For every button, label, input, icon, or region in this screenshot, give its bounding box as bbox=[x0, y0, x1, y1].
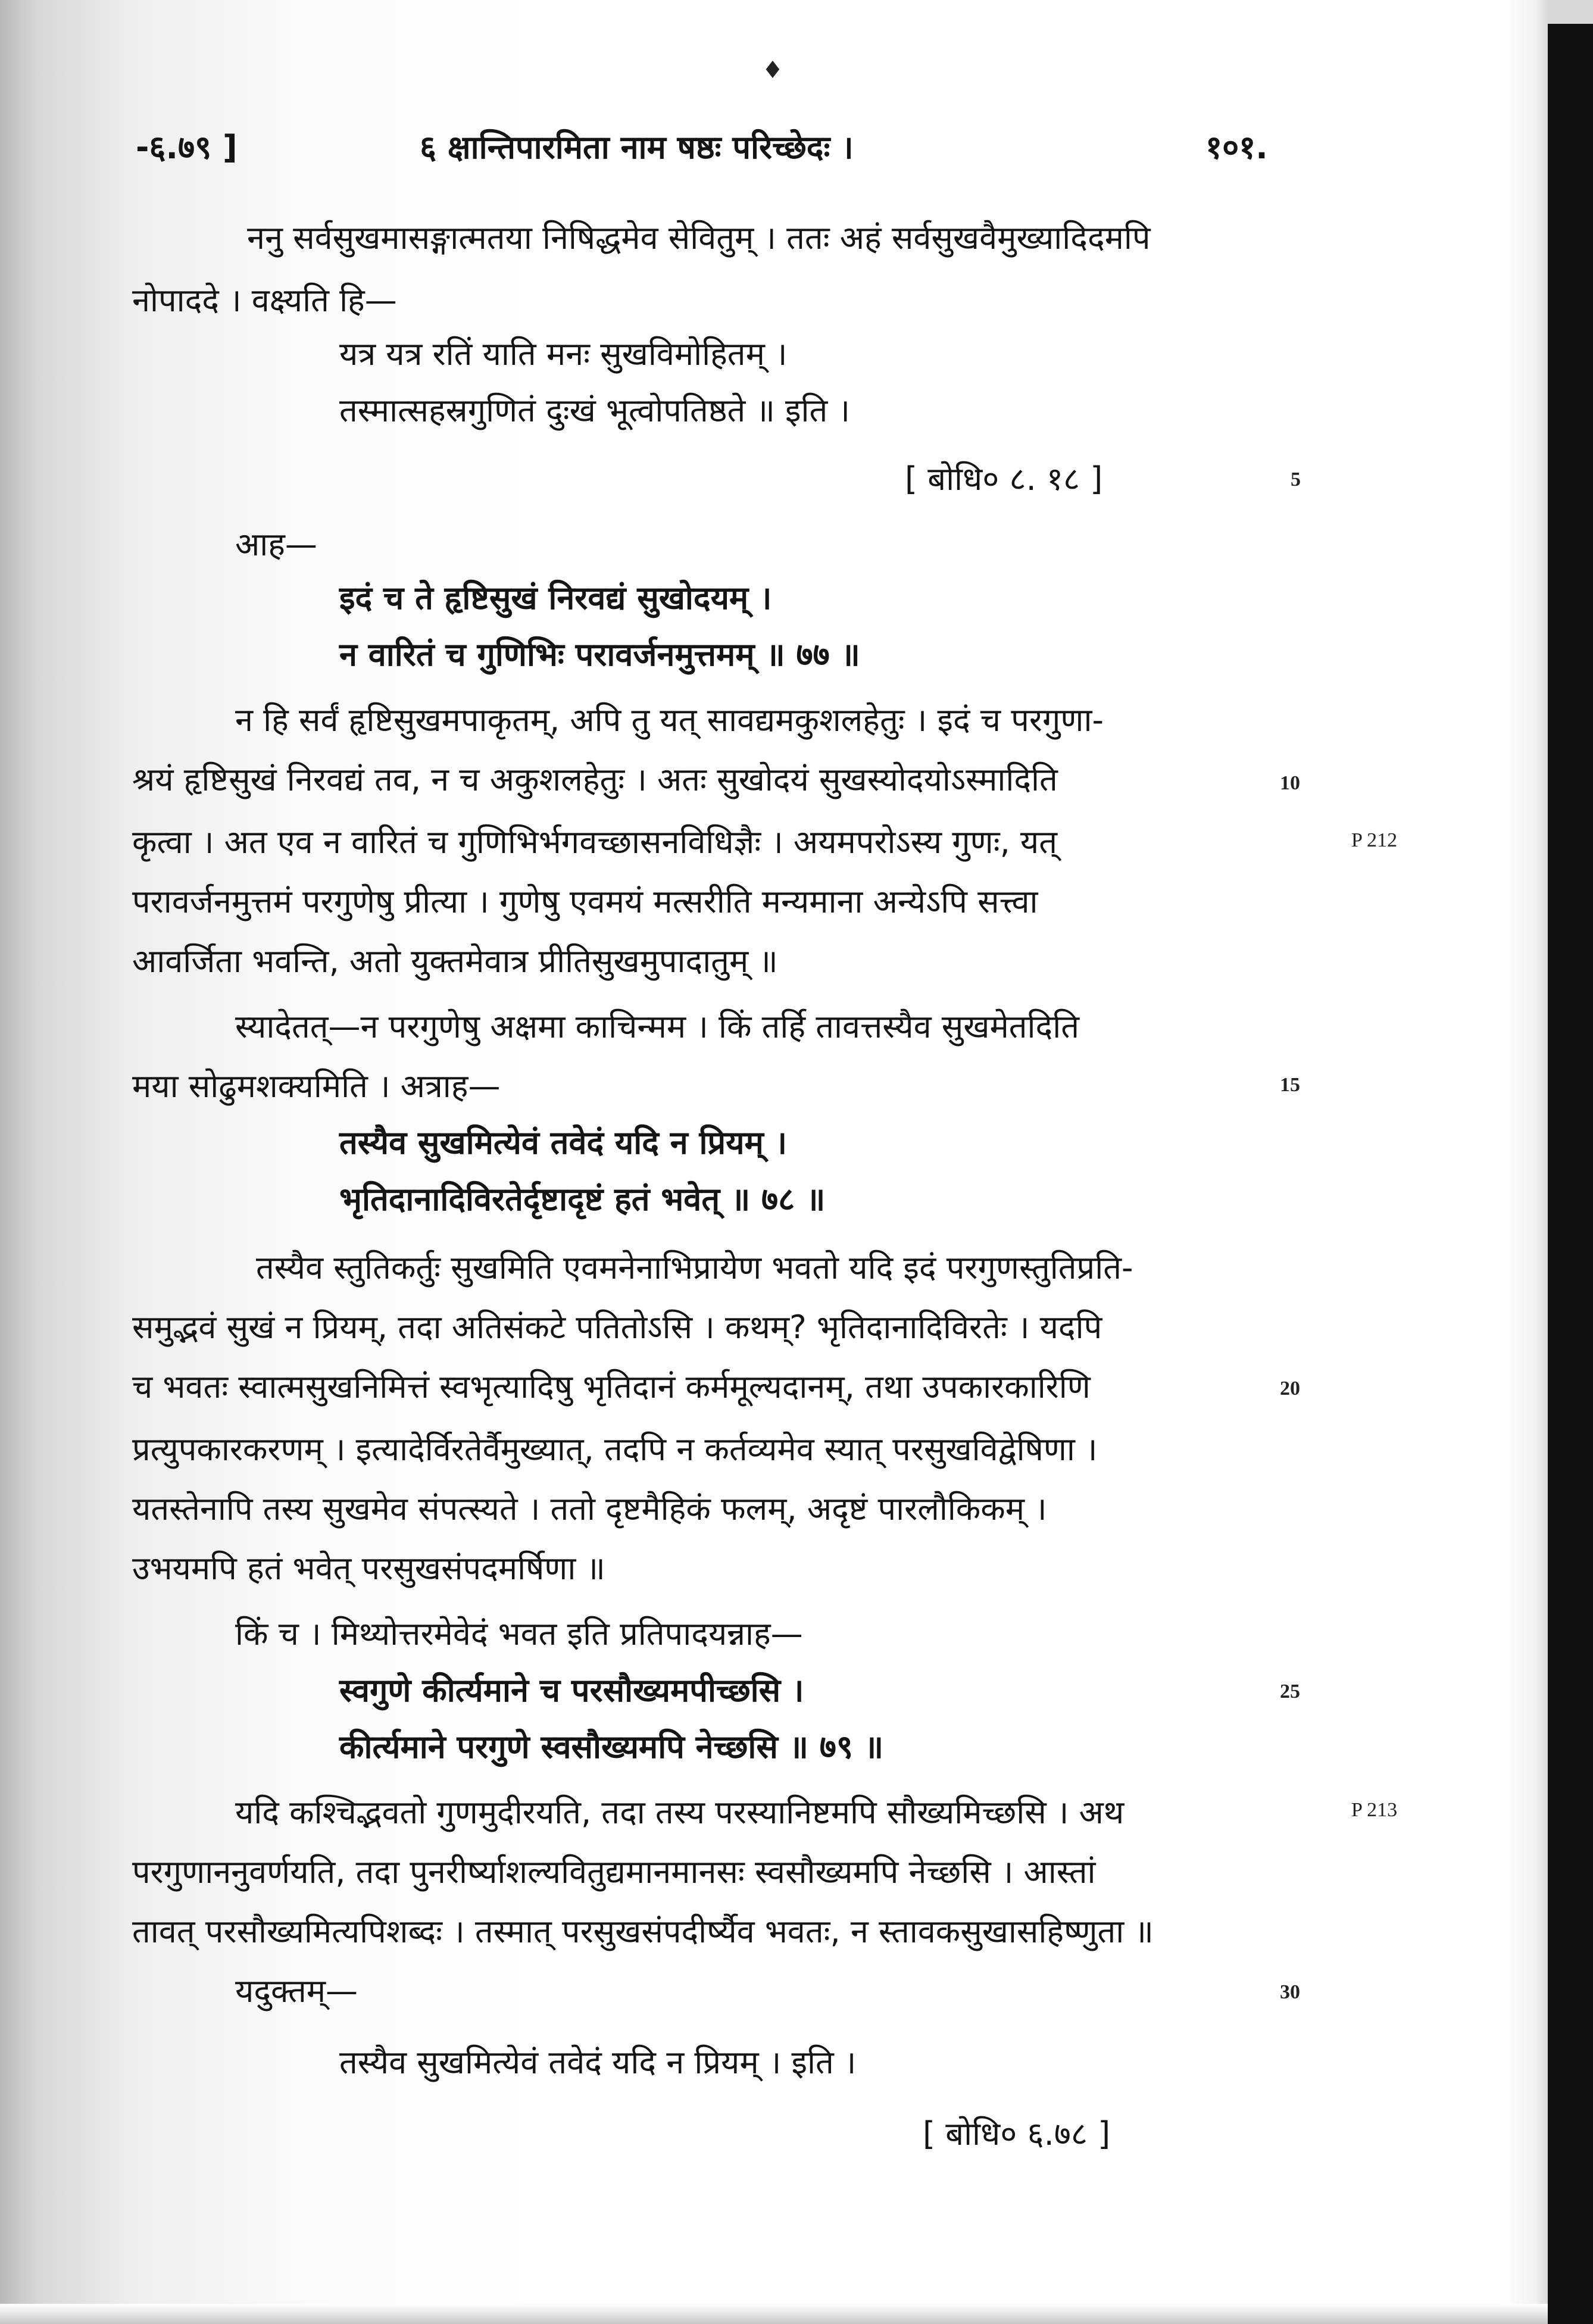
text-line: परावर्जनमुत्तमं परगुणेषु प्रीत्या । गुणेषु एवमयं मत्सरीति मन्यमाना अन्येऽपि सत्त्वा bbox=[132, 883, 1038, 920]
text-line: श्रयं हृष्टिसुखं निरवद्यं तव, न च अकुशलहेतुः । अतः सुखोदयं सुखस्योदयोऽस्मादिति bbox=[132, 761, 1058, 798]
verse-line: भृतिदानादिविरतेर्दृष्टादृष्टं हतं भवेत् ॥ ७८ ॥ bbox=[339, 1180, 826, 1218]
text-line: कृत्वा । अत एव न वारितं च गुणिभिर्भगवच्छासनविधिज्ञैः । अयमपरोऽस्य गुणः, यत् bbox=[132, 823, 1058, 861]
page-reference: P 213 bbox=[1351, 1799, 1398, 1821]
text-line: तस्यैव स्तुतिकर्तुः सुखमिति एवमनेनाभिप्रायेण भवतो यदि इदं परगुणस्तुतिप्रति- bbox=[256, 1249, 1133, 1286]
text-line: ननु सर्वसुखमासङ्गात्मतया निषिद्धमेव सेवितुम् । ततः अहं सर्वसुखवैमुख्यादिदमपि bbox=[247, 219, 1151, 257]
line-number: 15 bbox=[1280, 1074, 1300, 1096]
ink-mark: ♦ bbox=[762, 57, 783, 84]
text-line: यदि कश्चिद्भवतो गुणमुदीरयति, तदा तस्य परस्यानिष्टमपि सौख्यमिच्छसि । अथ bbox=[235, 1794, 1125, 1831]
text-line: आवर्जिता भवन्ति, अतो युक्तमेवात्र प्रीतिसुखमुपादातुम् ॥ bbox=[132, 942, 778, 980]
text-line: परगुणाननुवर्णयति, तदा पुनरीर्ष्याशल्यवितुद्यमानमानसः स्वसौख्यमपि नेच्छसि । आस्तां bbox=[132, 1853, 1096, 1891]
text-line: नोपाददे । वक्ष्यति हि— bbox=[132, 282, 397, 319]
text-line: यतस्तेनापि तस्य सुखमेव संपत्स्यते । ततो दृष्टमैहिकं फलम्, अदृष्टं पारलौकिकम् । bbox=[132, 1490, 1047, 1528]
page-reference: P 212 bbox=[1351, 829, 1398, 851]
header-title: ६ क्षान्तिपारमिता नाम षष्ठः परिच्छेदः । bbox=[420, 129, 854, 166]
text-line: च भवतः स्वात्मसुखनिमित्तं स्वभृत्यादिषु भृतिदानं कर्ममूल्यदानम्, तथा उपकारकारिणि bbox=[132, 1368, 1091, 1405]
verse-line: यत्र यत्र रतिं याति मनः सुखविमोहितम् । bbox=[339, 335, 788, 373]
verse-line: कीर्त्यमाने परगुणे स्वसौख्यमपि नेच्छसि ॥ ७९ ॥ bbox=[339, 1728, 884, 1766]
scan-border bbox=[1548, 24, 1593, 2324]
text-line: मया सोढुमशक्यमिति । अत्राह— bbox=[132, 1067, 501, 1105]
citation: [ बोधि० ८. १८ ] bbox=[905, 460, 1103, 498]
text-line: आह— bbox=[235, 526, 317, 563]
verse-line: तस्यैव सुखमित्येवं तवेदं यदि न प्रियम् । इति । bbox=[339, 2044, 857, 2081]
text-line: उभयमपि हतं भवेत् परसुखसंपदमर्षिणा ॥ bbox=[132, 1550, 605, 1587]
line-number: 25 bbox=[1280, 1680, 1300, 1703]
text-line: स्यादेतत्—न परगुणेषु अक्षमा काचिन्मम । किं तर्हि तावत्तस्यैव सुखमेतदिति bbox=[235, 1008, 1079, 1045]
line-number: 5 bbox=[1291, 468, 1301, 491]
scan-bottom-edge bbox=[0, 2304, 1548, 2324]
text-line: समुद्भवं सुखं न प्रियम्, तदा अतिसंकटे पतितोऽसि । कथम्? भृतिदानादिविरतेः । यदपि bbox=[132, 1308, 1102, 1346]
verse-line: स्वगुणे कीर्त्यमाने च परसौख्यमपीच्छसि । bbox=[339, 1672, 804, 1709]
verse-line: इदं च ते हृष्टिसुखं निरवद्यं सुखोदयम् । bbox=[339, 579, 772, 617]
text-line: तावत् परसौख्यमित्यपिशब्दः । तस्मात् परसुखसंपदीर्ष्यैव भवतः, न स्तावकसुखासहिष्णुता ॥ bbox=[132, 1913, 1154, 1950]
line-number: 30 bbox=[1280, 1981, 1300, 2003]
text-line: प्रत्युपकारकरणम् । इत्यादेर्विरतेर्वैमुख्यात्, तदपि न कर्तव्यमेव स्यात् परसुखविद्वेषिणा । bbox=[132, 1430, 1098, 1468]
citation: [ बोधि० ६.७८ ] bbox=[923, 2115, 1111, 2153]
line-number: 10 bbox=[1280, 772, 1300, 794]
text-line: यदुक्तम्— bbox=[235, 1972, 358, 2010]
verse-line: तस्मात्सहस्रगुणितं दुःखं भूत्वोपतिष्ठते ॥ इति । bbox=[339, 392, 850, 429]
verse-line: तस्यैव सुखमित्येवं तवेदं यदि न प्रियम् । bbox=[339, 1124, 788, 1161]
text-line: न हि सर्वं हृष्टिसुखमपाकृतम्, अपि तु यत् सावद्यमकुशलहेतुः । इदं च परगुणा- bbox=[235, 701, 1104, 739]
text-line: किं च । मिथ्योत्तरमेवेदं भवत इति प्रतिपादयन्नाह— bbox=[235, 1615, 803, 1653]
header-page-number: १०१. bbox=[1205, 129, 1268, 166]
verse-line: न वारितं च गुणिभिः परावर्जनमुत्तमम् ॥ ७७ ॥ bbox=[339, 636, 860, 673]
line-number: 20 bbox=[1280, 1377, 1300, 1400]
header-section-ref: -६.७९ ] bbox=[136, 129, 238, 166]
